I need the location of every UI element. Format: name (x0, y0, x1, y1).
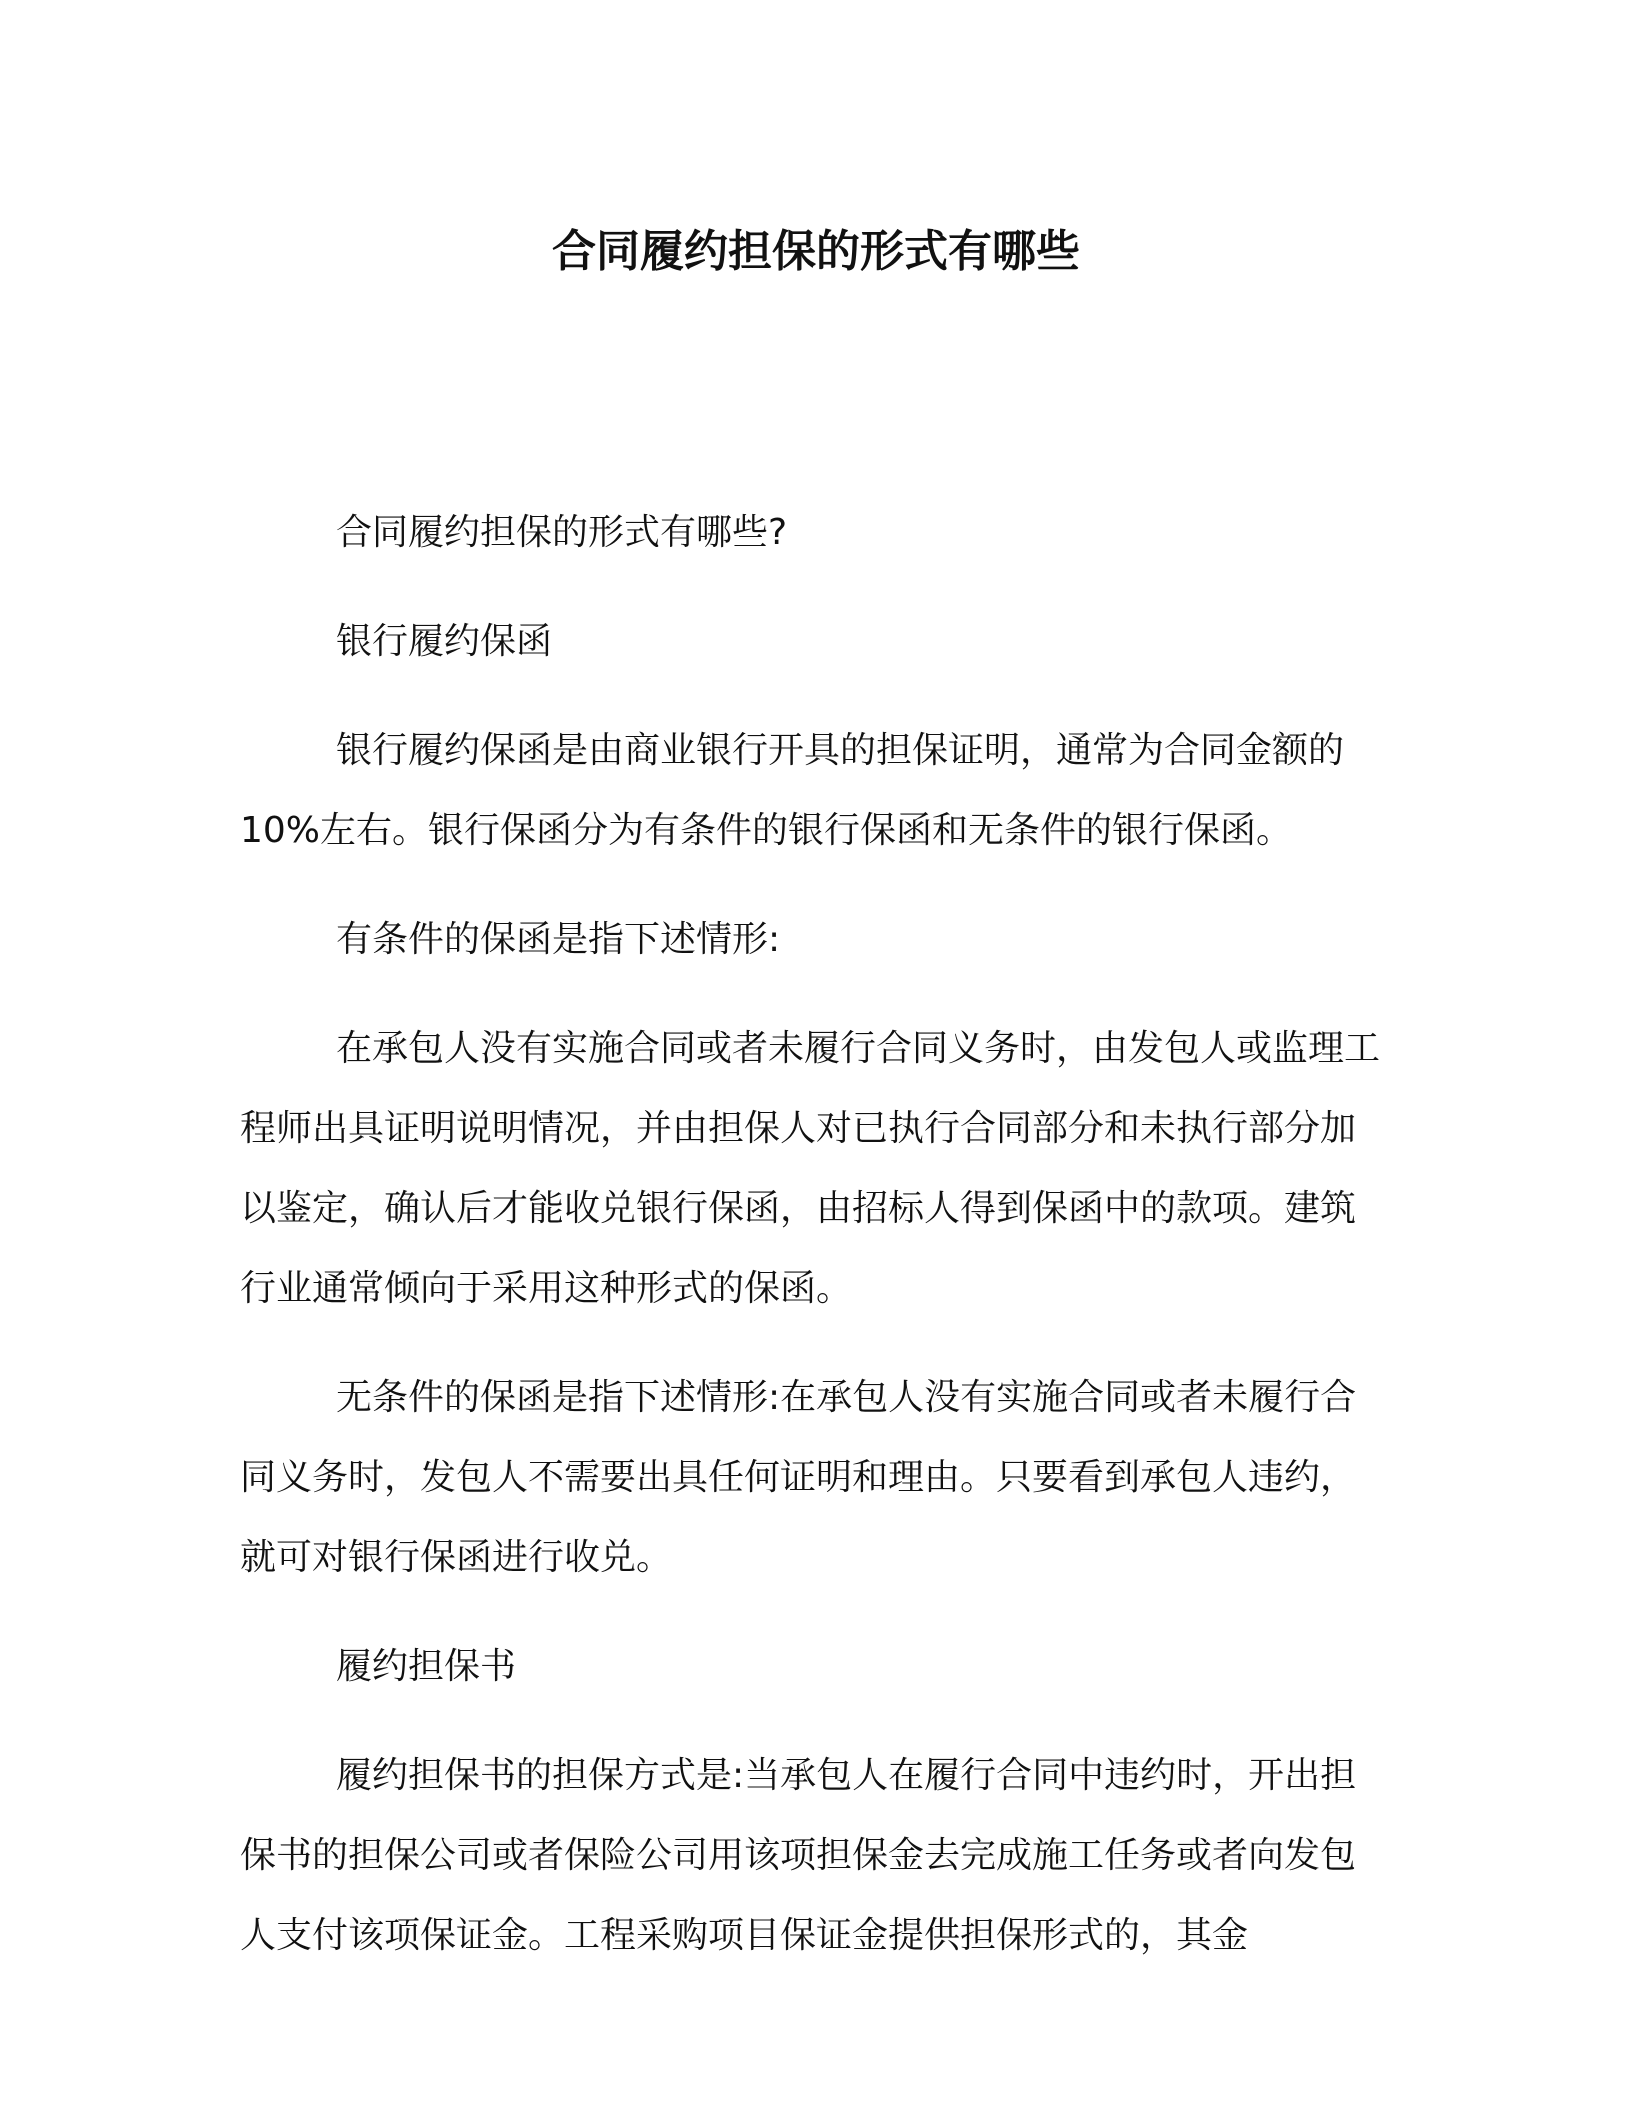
paragraph-question: 合同履约担保的形式有哪些? (336, 512, 788, 553)
heading-bank-guarantee: 银行履约保函 (336, 621, 553, 662)
paragraph-performance-bond: 履约担保书的担保方式是:当承包人在履行合同中违约时，开出担保书的担保公司或者保险公司用该项担保金去完成施工任务或者向发包人支付该项保证金。工程采购项目保证金提供担保形式的，其金 (240, 1755, 1357, 1956)
document-body (240, 493, 1390, 2005)
paragraph-unconditional: 无条件的保函是指下述情形:在承包人没有实施合同或者未履行合同义务时，发包人不需要出具任何证明和理由。只要看到承包人违约，就可对银行保函进行收兑。 (240, 1377, 1357, 1578)
paragraph-conditional-intro: 有条件的保函是指下述情形: (336, 919, 781, 960)
document-title: 合同履约担保的形式有哪些 (552, 226, 1080, 277)
heading-performance-bond: 履约担保书 (336, 1646, 517, 1687)
paragraph-conditional-detail: 在承包人没有实施合同或者未履行合同义务时，由发包人或监理工程师出具证明说明情况，并由担保人对已执行合同部分和未执行部分加以鉴定，确认后才能收兑银行保函，由招标人得到保函中的款项。建筑行业通常倾向于采用这种形式的保函。 (240, 1028, 1381, 1309)
paragraph-bank-guarantee: 银行履约保函是由商业银行开具的担保证明，通常为合同金额的10%左右。银行保函分为有条件的银行保函和无条件的银行保函。 (240, 730, 1345, 851)
